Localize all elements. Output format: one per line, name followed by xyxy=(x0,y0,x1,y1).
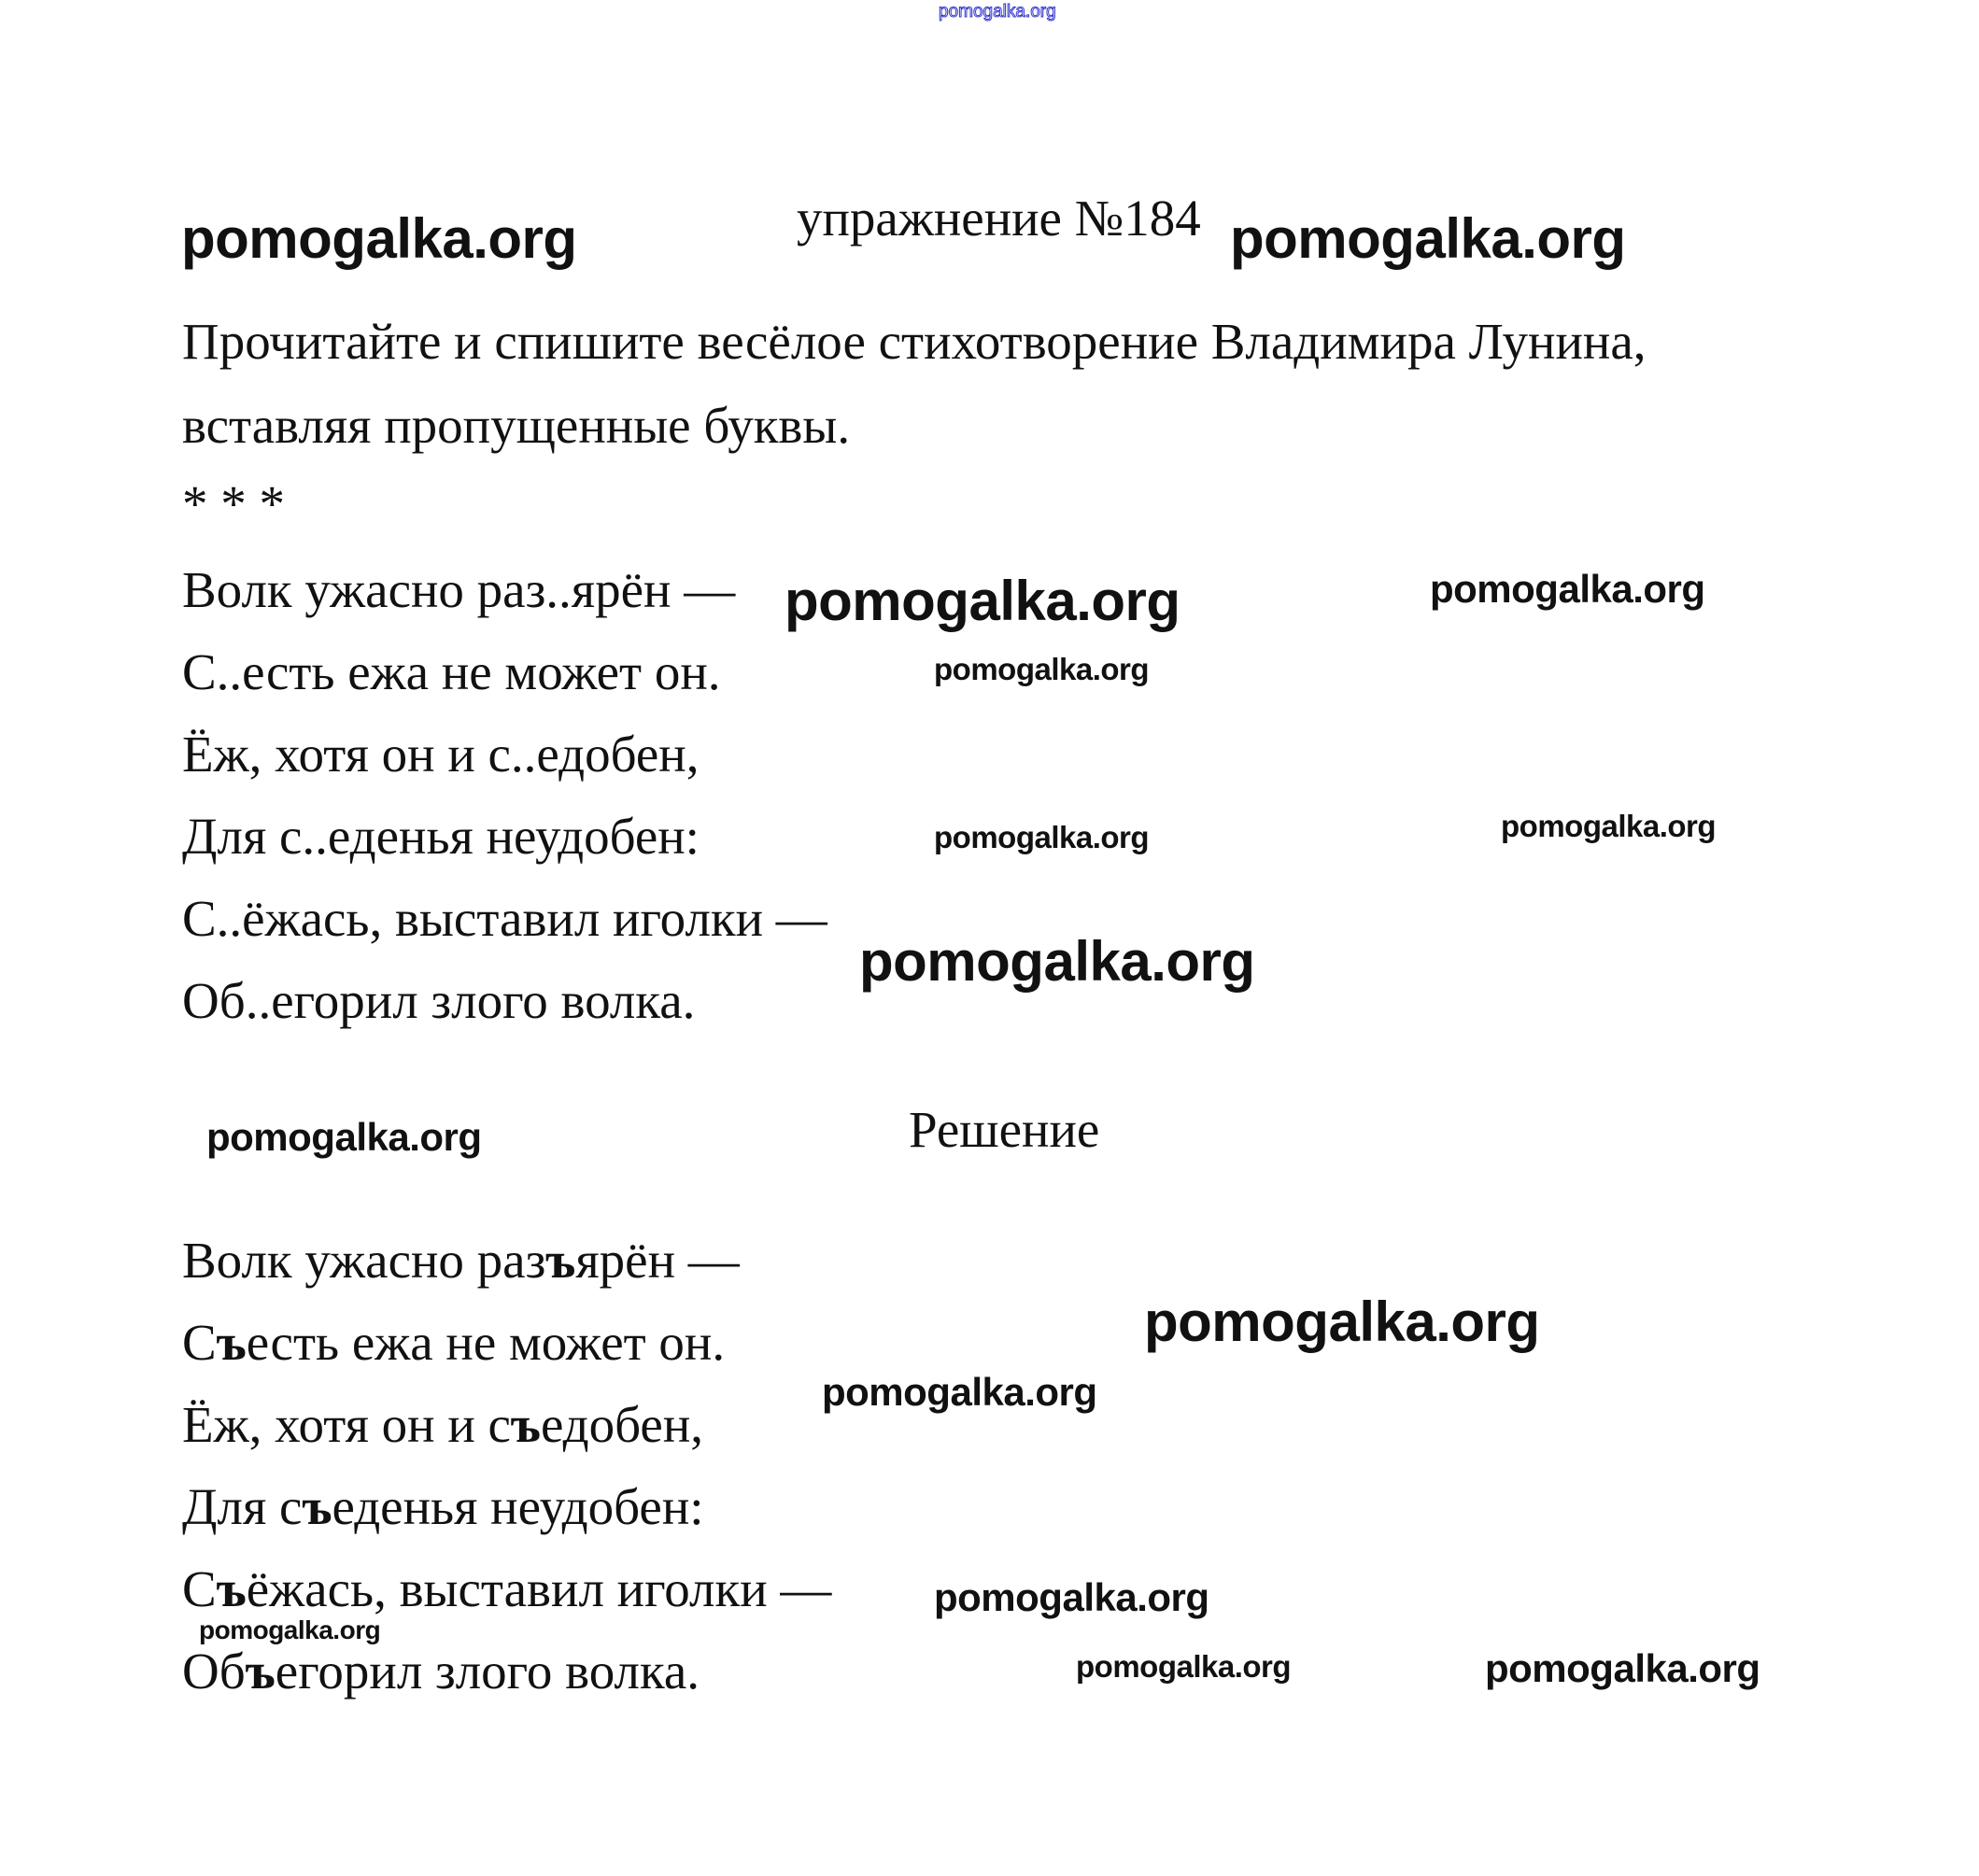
poem-line: С..есть ежа не может он. xyxy=(182,643,721,700)
instruction-line: вставляя пропущенные буквы. xyxy=(182,397,851,454)
watermark: pomogalka.org xyxy=(1076,1649,1292,1684)
watermark: pomogalka.org xyxy=(934,1575,1209,1619)
inserted-letter: ъ xyxy=(216,1560,247,1617)
inserted-letter: ъ xyxy=(216,1314,247,1371)
watermark: pomogalka.org xyxy=(934,820,1150,854)
watermark: pomogalka.org xyxy=(785,570,1180,632)
poem-line: Ёж, хотя он и с..едобен, xyxy=(182,726,700,783)
solution-text: ярён — xyxy=(575,1232,740,1289)
watermark: pomogalka.org xyxy=(822,1370,1097,1414)
stars-separator: * * * xyxy=(182,475,285,532)
solution-line xyxy=(182,1396,704,1453)
solution-text: есть ежа не может он. xyxy=(246,1314,726,1371)
instruction-line: Прочитайте и спишите весёлое стихотворение Владимира Лунина, xyxy=(182,313,1647,370)
solution-text: ёжась, выставил иголки — xyxy=(246,1560,832,1617)
watermark: pomogalka.org xyxy=(199,1615,381,1644)
watermark: pomogalka.org xyxy=(859,930,1255,993)
inserted-letter: ъ xyxy=(302,1478,332,1535)
top-watermark: pomogalka.org xyxy=(939,2,1056,21)
solution-line xyxy=(182,1643,700,1700)
solution-text: еденья неудобен: xyxy=(332,1478,704,1535)
inserted-letter: ъ xyxy=(510,1396,541,1453)
watermark: pomogalka.org xyxy=(181,207,577,270)
inserted-letter: ъ xyxy=(545,1232,576,1289)
watermark: pomogalka.org xyxy=(1501,809,1717,843)
inserted-letter: ъ xyxy=(245,1643,276,1700)
poem-line: Для с..еденья неудобен: xyxy=(182,808,700,865)
watermark: pomogalka.org xyxy=(206,1115,482,1159)
exercise-title: упражнение №184 xyxy=(797,190,1201,247)
solution-line xyxy=(182,1478,704,1535)
watermark: pomogalka.org xyxy=(934,652,1150,686)
solution-text: едобен, xyxy=(541,1396,704,1453)
watermark: pomogalka.org xyxy=(1230,207,1626,270)
solution-text: Волк ужасно раз xyxy=(182,1232,546,1289)
solution-text: Об xyxy=(182,1643,246,1700)
solution-line xyxy=(182,1560,832,1617)
solution-line xyxy=(182,1232,740,1289)
solution-text: С xyxy=(182,1560,217,1617)
poem-line: Волк ужасно раз..ярён — xyxy=(182,561,736,618)
solution-text: С xyxy=(182,1314,217,1371)
watermark: pomogalka.org xyxy=(1485,1646,1760,1690)
solution-title: Решение xyxy=(909,1101,1100,1158)
solution-text: Ёж, хотя он и с xyxy=(182,1396,511,1453)
solution-text: егорил злого волка. xyxy=(275,1643,700,1700)
watermark: pomogalka.org xyxy=(1144,1291,1540,1353)
solution-text: Для с xyxy=(182,1478,303,1535)
solution-line xyxy=(182,1314,726,1371)
poem-line: Об..егорил злого волка. xyxy=(182,972,696,1029)
poem-line: С..ёжась, выставил иголки — xyxy=(182,890,827,947)
watermark: pomogalka.org xyxy=(1430,567,1705,611)
